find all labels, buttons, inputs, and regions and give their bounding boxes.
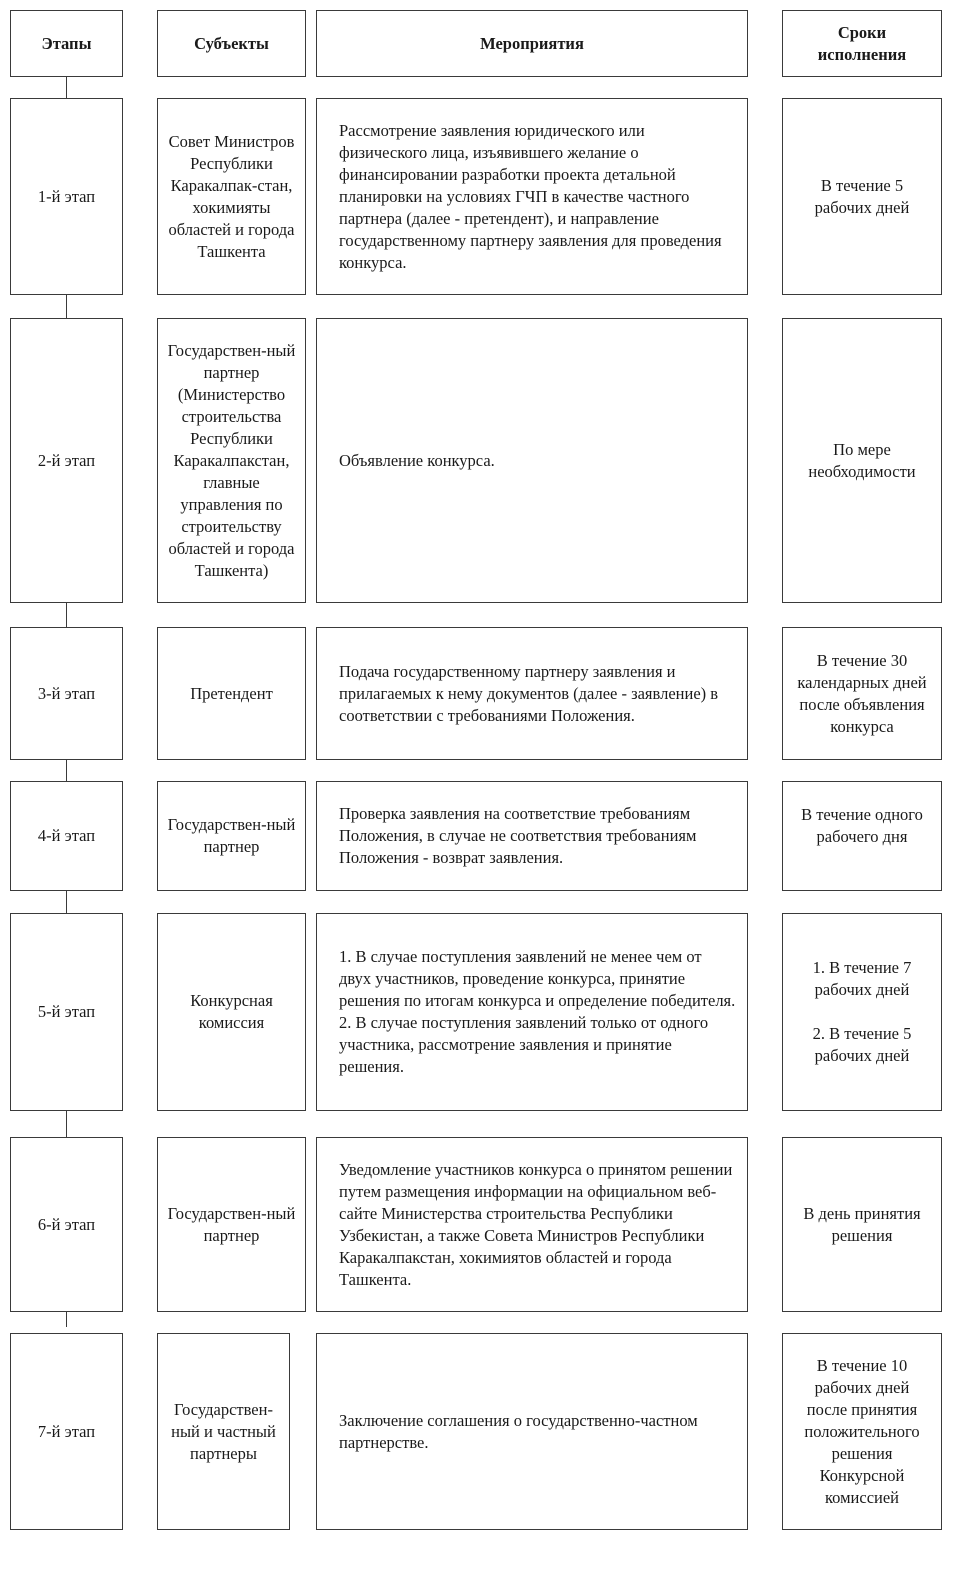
header-activities [316,10,748,77]
header-activities-text: Мероприятия [480,33,584,53]
subject-text: Государствен-ный партнер [167,1203,296,1245]
activity-text: Объявление конкурса. [339,450,495,470]
activity-line: 2. В случае поступления заявлений только от одного участника, рассмотрение заявления и принятие решения. [339,1013,709,1076]
stage-box [10,781,123,891]
term-box [782,98,942,295]
term-text: В течение 10 рабочих дней после принятия положительного решения Конкурсной комиссией [804,1355,920,1507]
term-text: В течение 5 рабочих дней [814,175,910,217]
subject-box [157,98,306,295]
stage-box [10,1333,123,1530]
header-terms [782,10,942,77]
stage-label: 6-й этап [37,1214,96,1234]
header-subjects [157,10,306,77]
activity-text: Уведомление участников конкурса о принятом решении путем размещения информации на официальном веб-сайте Министерства строительства Республики Узбекистан, а также Совета Министров Республики Каракалпакстан, хокимиятов областей и города Ташкента. [339,1159,733,1289]
activity-text: Подача государственному партнеру заявления и прилагаемых к нему документов (далее - заявление) в соответствии с требованиями Положения. [339,661,719,725]
stage-box [10,913,123,1111]
stage-box [10,318,123,603]
term-text: В течение 30 календарных дней после объявления конкурса [797,650,927,736]
header-stages-text: Этапы [41,33,92,53]
term-text: В течение одного рабочего дня [801,805,923,846]
stage-label: 3-й этап [37,683,96,703]
stage-box [10,1137,123,1312]
subject-text: Государствен-ный и частный партнеры [171,1399,276,1463]
term-box [782,627,942,760]
term-box [782,781,942,891]
subject-text: Государствен-ный партнер [167,815,296,856]
activity-box [316,1137,748,1312]
activity-line: 1. В случае поступления заявлений не менее чем от двух участников, проведение конкурса, принятие решения по итогам конкурса и определение победителя. [339,947,736,1010]
term-box [782,318,942,603]
subject-box [157,1137,306,1312]
activity-box [316,98,748,295]
stage-label: 5-й этап [37,1002,96,1021]
subject-box [157,318,306,603]
activity-text: Заключение соглашения о государственно-частном партнерстве. [339,1410,698,1452]
stage-box [10,627,123,760]
activity-box [316,913,748,1111]
term-line: 1. В течение 7 рабочих дней [812,958,912,999]
stage-label: 2-й этап [37,450,96,470]
term-box [782,1333,942,1530]
header-terms-text: Сроки исполнения [817,22,907,64]
term-line: 2. В течение 5 рабочих дней [812,1024,912,1065]
activity-text: Рассмотрение заявления юридического или физического лица, изъявившего желание о финансировании разработки проекта детальной планировки на условиях ГЧП в качестве частного партнера (далее - претендент), и направление государственному партнеру заявления для проведения конкурса. [339,120,722,272]
activity-box [316,627,748,760]
header-subjects-text: Субъекты [194,33,269,53]
term-text: В день принятия решения [803,1203,921,1245]
activity-text: Проверка заявления на соответствие требованиям Положения, в случае не соответствия требованиям Положения - возврат заявления. [339,804,697,867]
subject-box [157,627,306,760]
subject-box [157,1333,290,1530]
stage-label: 4-й этап [37,826,96,845]
stage-label: 1-й этап [37,186,96,206]
subject-text: Конкурсная комиссия [190,991,273,1032]
subject-text: Претендент [190,683,273,703]
term-text: По мере необходимости [808,439,916,481]
subject-text: Государствен-ный партнер (Министерство строительства Республики Каракалпакстан, главные управления по строительству областей и города Ташкента) [167,340,296,580]
subject-box [157,781,306,891]
activity-box [316,1333,748,1530]
stage-box [10,98,123,295]
subject-text: Совет Министров Республики Каракалпак-стан, хокимияты областей и города Ташкента [168,131,295,261]
term-box [782,1137,942,1312]
stage-label: 7-й этап [37,1421,96,1441]
term-box [782,913,942,1111]
subject-box [157,913,306,1111]
header-stages [10,10,123,77]
activity-box [316,781,748,891]
activity-box [316,318,748,603]
